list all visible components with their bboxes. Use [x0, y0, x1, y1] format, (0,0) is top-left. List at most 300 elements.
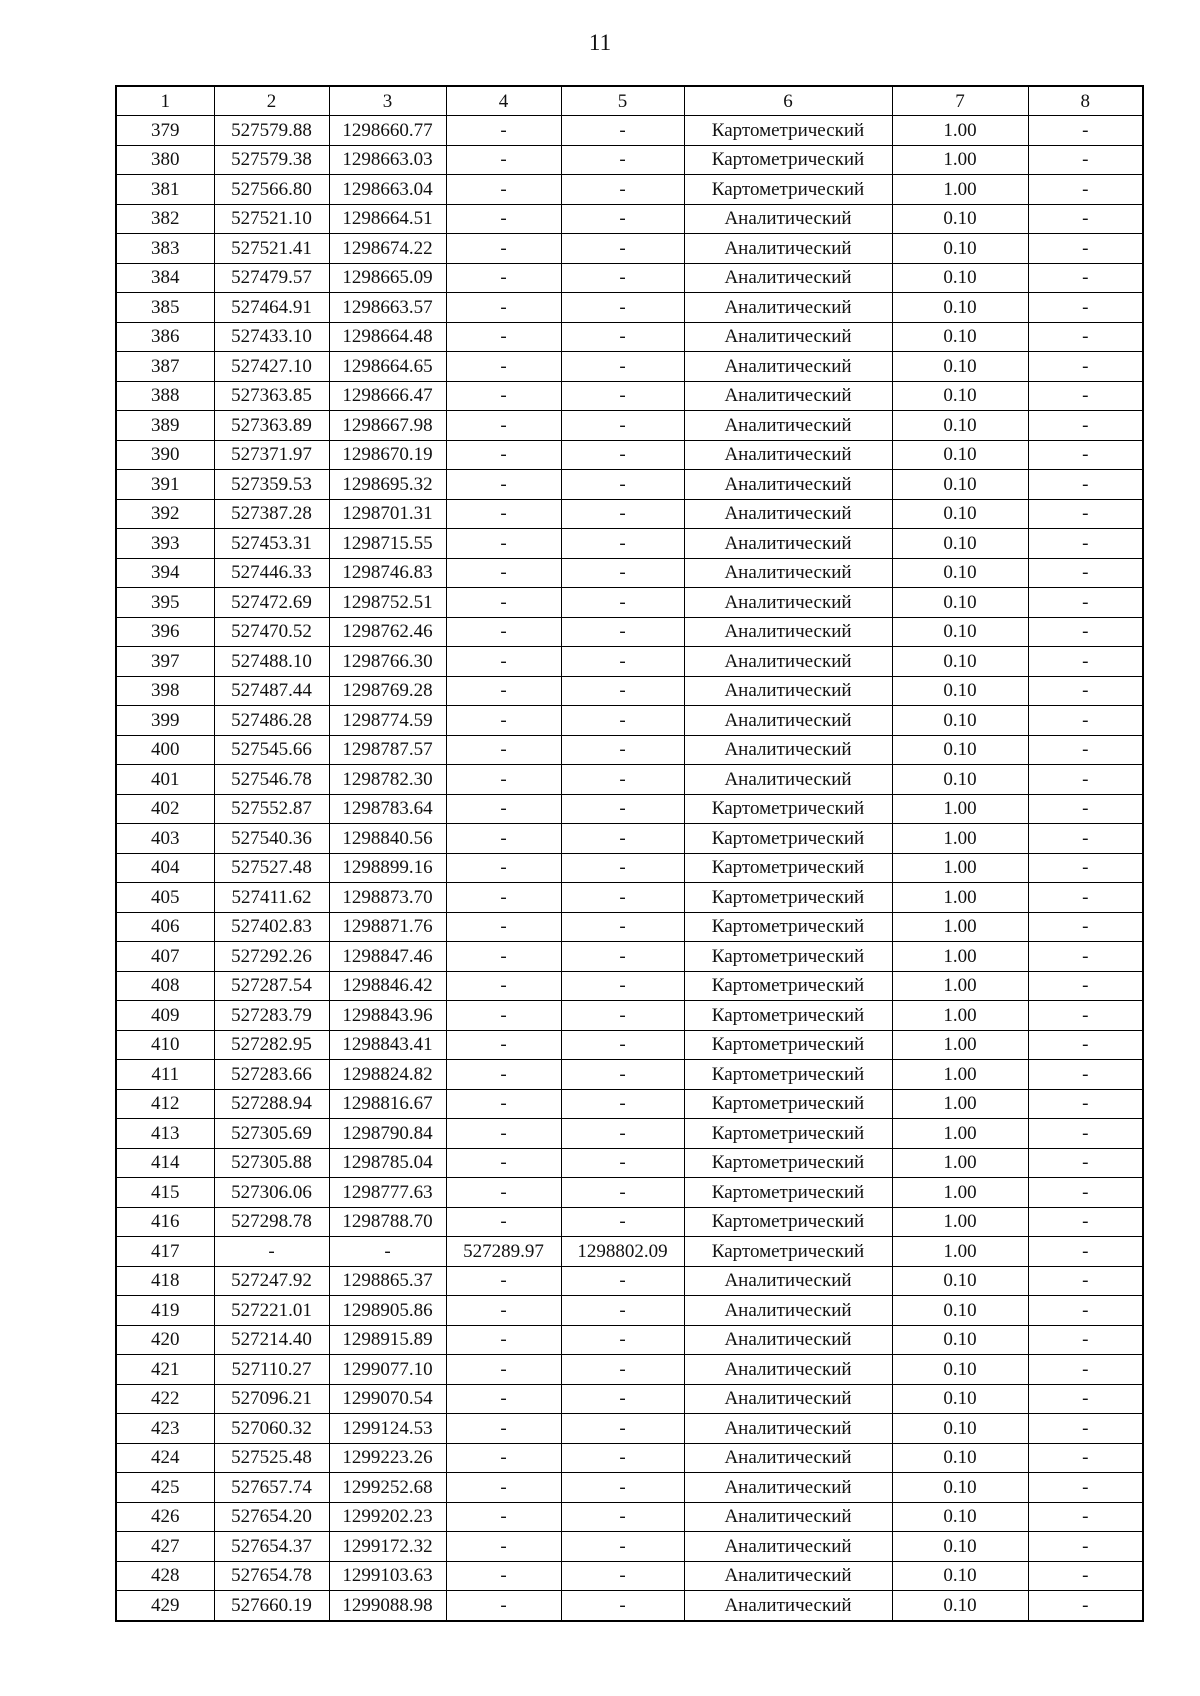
table-cell: - [1028, 1532, 1143, 1562]
table-cell: 1298665.09 [329, 263, 446, 293]
table-cell: - [1028, 529, 1143, 559]
table-cell: 415 [116, 1178, 214, 1208]
table-cell: - [561, 116, 684, 146]
coordinates-table [115, 85, 1144, 1622]
table-cell: - [446, 145, 561, 175]
table-cell: - [446, 381, 561, 411]
table-cell: - [561, 1148, 684, 1178]
table-row [116, 1296, 1143, 1326]
table-row [116, 1355, 1143, 1385]
table-row [116, 234, 1143, 264]
table-cell: 527540.36 [214, 824, 329, 854]
table-cell: - [561, 588, 684, 618]
table-cell: 429 [116, 1591, 214, 1621]
table-cell: 1298783.64 [329, 794, 446, 824]
table-cell: 418 [116, 1266, 214, 1296]
table-cell: 1.00 [892, 912, 1028, 942]
table-cell: 0.10 [892, 1296, 1028, 1326]
table-cell: - [446, 1030, 561, 1060]
table-cell: 1.00 [892, 1237, 1028, 1267]
table-cell: - [446, 1502, 561, 1532]
table-row [116, 765, 1143, 795]
table-cell: - [446, 1384, 561, 1414]
table-cell: - [561, 824, 684, 854]
table-cell: Аналитический [684, 617, 892, 647]
table-cell: - [1028, 1443, 1143, 1473]
table-cell: 0.10 [892, 204, 1028, 234]
table-cell: 527402.83 [214, 912, 329, 942]
column-header: 6 [684, 86, 892, 116]
table-cell: - [446, 1473, 561, 1503]
table-cell: - [561, 1296, 684, 1326]
table-row [116, 116, 1143, 146]
table-cell: 527282.95 [214, 1030, 329, 1060]
table-cell: 417 [116, 1237, 214, 1267]
table-cell: 410 [116, 1030, 214, 1060]
table-cell: 1298769.28 [329, 676, 446, 706]
table-cell: - [561, 145, 684, 175]
table-cell: 527453.31 [214, 529, 329, 559]
table-row [116, 853, 1143, 883]
table-cell: 1.00 [892, 883, 1028, 913]
table-row [116, 794, 1143, 824]
table-cell: - [561, 735, 684, 765]
table-cell: 388 [116, 381, 214, 411]
table-cell: - [561, 1266, 684, 1296]
table-row [116, 440, 1143, 470]
table-cell: - [561, 1473, 684, 1503]
table-cell: - [1028, 765, 1143, 795]
table-cell: 0.10 [892, 617, 1028, 647]
table-cell: - [1028, 1561, 1143, 1591]
table-cell: 424 [116, 1443, 214, 1473]
table-cell: - [446, 529, 561, 559]
table-cell: 0.10 [892, 352, 1028, 382]
table-cell: - [561, 558, 684, 588]
table-cell: - [1028, 617, 1143, 647]
table-cell: - [561, 1178, 684, 1208]
table-cell: 1299223.26 [329, 1443, 446, 1473]
table-row [116, 1414, 1143, 1444]
table-cell: 1298782.30 [329, 765, 446, 795]
table-cell: - [446, 499, 561, 529]
table-cell: - [1028, 1502, 1143, 1532]
table-row [116, 1591, 1143, 1621]
table-cell: 1298762.46 [329, 617, 446, 647]
table-row [116, 1148, 1143, 1178]
column-header: 3 [329, 86, 446, 116]
table-cell: - [561, 529, 684, 559]
table-cell: Картометрический [684, 145, 892, 175]
table-cell: - [1028, 1178, 1143, 1208]
table-cell: 0.10 [892, 676, 1028, 706]
table-cell: 380 [116, 145, 214, 175]
table-cell: 527545.66 [214, 735, 329, 765]
table-cell: Аналитический [684, 1443, 892, 1473]
table-cell: - [1028, 381, 1143, 411]
table-cell: - [561, 765, 684, 795]
table-row [116, 1443, 1143, 1473]
table-cell: - [561, 352, 684, 382]
table-cell: Картометрический [684, 1178, 892, 1208]
table-cell: 379 [116, 116, 214, 146]
table-cell: 403 [116, 824, 214, 854]
table-cell: Картометрический [684, 883, 892, 913]
table-cell: 405 [116, 883, 214, 913]
table-cell: - [446, 204, 561, 234]
table-cell: 404 [116, 853, 214, 883]
table-row [116, 1384, 1143, 1414]
table-cell: Аналитический [684, 1473, 892, 1503]
table-cell: 1299252.68 [329, 1473, 446, 1503]
table-cell: - [1028, 352, 1143, 382]
table-cell: Аналитический [684, 765, 892, 795]
table-cell: 1298843.96 [329, 1001, 446, 1031]
table-cell: 427 [116, 1532, 214, 1562]
table-cell: - [561, 470, 684, 500]
table-cell: - [446, 1414, 561, 1444]
table-cell: - [1028, 853, 1143, 883]
table-cell: 527283.79 [214, 1001, 329, 1031]
table-cell: - [561, 1532, 684, 1562]
table-cell: - [1028, 1237, 1143, 1267]
table-cell: Картометрический [684, 853, 892, 883]
table-cell: 402 [116, 794, 214, 824]
table-row [116, 1001, 1143, 1031]
table-cell: 527096.21 [214, 1384, 329, 1414]
table-cell: 1298790.84 [329, 1119, 446, 1149]
table-cell: 390 [116, 440, 214, 470]
table-cell: 0.10 [892, 381, 1028, 411]
table-row [116, 1532, 1143, 1562]
table-cell: - [561, 293, 684, 323]
table-cell: 527579.38 [214, 145, 329, 175]
table-cell: - [1028, 706, 1143, 736]
table-cell: 527060.32 [214, 1414, 329, 1444]
table-row [116, 1178, 1143, 1208]
table-cell: 391 [116, 470, 214, 500]
table-cell: 1298840.56 [329, 824, 446, 854]
table-cell: - [446, 824, 561, 854]
table-cell: 1298816.67 [329, 1089, 446, 1119]
table-cell: 1.00 [892, 1148, 1028, 1178]
table-cell: - [446, 322, 561, 352]
table-row [116, 145, 1143, 175]
table-cell: 1299088.98 [329, 1591, 446, 1621]
table-cell: - [561, 1414, 684, 1444]
table-cell: 421 [116, 1355, 214, 1385]
table-row [116, 1119, 1143, 1149]
table-cell: 527288.94 [214, 1089, 329, 1119]
table-cell: - [1028, 234, 1143, 264]
table-cell: - [1028, 1591, 1143, 1621]
table-cell: 0.10 [892, 470, 1028, 500]
table-cell: Картометрический [684, 1237, 892, 1267]
table-row [116, 352, 1143, 382]
table-cell: 385 [116, 293, 214, 323]
table-cell: - [1028, 1266, 1143, 1296]
table-cell: - [1028, 1060, 1143, 1090]
table-cell: 1298802.09 [561, 1237, 684, 1267]
table-cell: Картометрический [684, 794, 892, 824]
table-cell: - [1028, 1296, 1143, 1326]
table-cell: 527654.20 [214, 1502, 329, 1532]
table-row [116, 322, 1143, 352]
table-cell: 527552.87 [214, 794, 329, 824]
table-cell: Картометрический [684, 1148, 892, 1178]
table-cell: 0.10 [892, 1355, 1028, 1385]
table-cell: 1.00 [892, 175, 1028, 205]
table-cell: 396 [116, 617, 214, 647]
page-number: 11 [588, 30, 612, 55]
table-cell: Картометрический [684, 912, 892, 942]
table-cell: 0.10 [892, 558, 1028, 588]
table-cell: 0.10 [892, 765, 1028, 795]
table-cell: - [561, 883, 684, 913]
table-row [116, 912, 1143, 942]
table-cell: 527521.10 [214, 204, 329, 234]
table-row [116, 1561, 1143, 1591]
table-row [116, 499, 1143, 529]
table-cell: Картометрический [684, 1060, 892, 1090]
table-cell: 527359.53 [214, 470, 329, 500]
table-cell: Аналитический [684, 647, 892, 677]
table-cell: - [1028, 440, 1143, 470]
table-cell: 1298777.63 [329, 1178, 446, 1208]
table-cell: - [1028, 883, 1143, 913]
table-cell: 384 [116, 263, 214, 293]
table-cell: 527479.57 [214, 263, 329, 293]
table-cell: 1298905.86 [329, 1296, 446, 1326]
table-cell: 527298.78 [214, 1207, 329, 1237]
table-cell: Картометрический [684, 824, 892, 854]
table-cell: Аналитический [684, 234, 892, 264]
table-cell: 0.10 [892, 529, 1028, 559]
table-cell: - [561, 1591, 684, 1621]
table-cell: 0.10 [892, 735, 1028, 765]
table-row [116, 942, 1143, 972]
table-cell: - [446, 1119, 561, 1149]
table-cell: Картометрический [684, 942, 892, 972]
table-cell: 527363.85 [214, 381, 329, 411]
table-cell: - [446, 293, 561, 323]
table-cell: Аналитический [684, 1266, 892, 1296]
table-cell: 527527.48 [214, 853, 329, 883]
table-cell: 1.00 [892, 794, 1028, 824]
table-cell: 0.10 [892, 293, 1028, 323]
table-row [116, 263, 1143, 293]
table-cell: Аналитический [684, 1296, 892, 1326]
table-cell: 527488.10 [214, 647, 329, 677]
table-cell: 1.00 [892, 1178, 1028, 1208]
table-cell: - [1028, 824, 1143, 854]
table-cell: 0.10 [892, 1266, 1028, 1296]
table-row [116, 1060, 1143, 1090]
table-cell: 1299077.10 [329, 1355, 446, 1385]
table-cell: 527427.10 [214, 352, 329, 382]
table-cell: - [1028, 499, 1143, 529]
table-cell: - [1028, 794, 1143, 824]
table-cell: 0.10 [892, 1414, 1028, 1444]
table-cell: 1.00 [892, 824, 1028, 854]
table-cell: - [1028, 735, 1143, 765]
table-cell: 1298873.70 [329, 883, 446, 913]
table-cell: 1298752.51 [329, 588, 446, 618]
table-cell: 527287.54 [214, 971, 329, 1001]
table-row [116, 706, 1143, 736]
table-cell: 0.10 [892, 440, 1028, 470]
table-cell: - [1028, 116, 1143, 146]
table-cell: 527654.78 [214, 1561, 329, 1591]
table-cell: Картометрический [684, 971, 892, 1001]
table-cell: 389 [116, 411, 214, 441]
table-cell: 1298666.47 [329, 381, 446, 411]
table-cell: - [1028, 175, 1143, 205]
table-cell: - [561, 322, 684, 352]
table-cell: Аналитический [684, 322, 892, 352]
table-cell: Аналитический [684, 440, 892, 470]
header-row [116, 86, 1143, 116]
table-cell: Картометрический [684, 116, 892, 146]
table-cell: 0.10 [892, 588, 1028, 618]
table-cell: - [1028, 1089, 1143, 1119]
table-cell: - [446, 440, 561, 470]
table-cell: - [561, 1561, 684, 1591]
table-cell: - [561, 263, 684, 293]
table-cell: 412 [116, 1089, 214, 1119]
table-row [116, 293, 1143, 323]
table-cell: 527654.37 [214, 1532, 329, 1562]
table-cell: - [1028, 942, 1143, 972]
table-cell: 420 [116, 1325, 214, 1355]
table-cell: 0.10 [892, 1473, 1028, 1503]
table-row [116, 381, 1143, 411]
table-cell: 1298664.65 [329, 352, 446, 382]
table-cell: 0.10 [892, 234, 1028, 264]
table-cell: - [561, 1089, 684, 1119]
table-cell: Картометрический [684, 1030, 892, 1060]
table-cell: - [1028, 145, 1143, 175]
table-cell: - [561, 1325, 684, 1355]
table-cell: 1299103.63 [329, 1561, 446, 1591]
table-cell: 1298664.51 [329, 204, 446, 234]
table-cell: - [446, 1443, 561, 1473]
table-cell: 387 [116, 352, 214, 382]
table-cell: - [446, 1561, 561, 1591]
table-cell: 1298787.57 [329, 735, 446, 765]
table-cell: 527657.74 [214, 1473, 329, 1503]
table-cell: 1.00 [892, 1060, 1028, 1090]
table-cell: - [446, 647, 561, 677]
table-cell: 1299070.54 [329, 1384, 446, 1414]
table-cell: 1298846.42 [329, 971, 446, 1001]
table-cell: - [1028, 1119, 1143, 1149]
table-cell: - [1028, 676, 1143, 706]
table-cell: 406 [116, 912, 214, 942]
table-cell: 1.00 [892, 1207, 1028, 1237]
table-cell: 425 [116, 1473, 214, 1503]
table-row [116, 411, 1143, 441]
table-cell: - [561, 942, 684, 972]
column-header: 7 [892, 86, 1028, 116]
table-cell: - [446, 263, 561, 293]
table-row [116, 617, 1143, 647]
table-cell: - [446, 942, 561, 972]
table-cell: 0.10 [892, 1384, 1028, 1414]
table-cell: 527283.66 [214, 1060, 329, 1090]
table-cell: - [446, 1089, 561, 1119]
table-cell: - [446, 558, 561, 588]
table-cell: 1298663.57 [329, 293, 446, 323]
table-cell: 1.00 [892, 1030, 1028, 1060]
table-cell: Картометрический [684, 1089, 892, 1119]
column-header: 8 [1028, 86, 1143, 116]
table-cell: - [446, 706, 561, 736]
table-cell: - [561, 1384, 684, 1414]
column-header: 2 [214, 86, 329, 116]
table-cell: - [561, 1502, 684, 1532]
table-cell: - [1028, 971, 1143, 1001]
table-cell: 381 [116, 175, 214, 205]
table-cell: - [446, 116, 561, 146]
table-row [116, 529, 1143, 559]
table-cell: 1298785.04 [329, 1148, 446, 1178]
column-header: 5 [561, 86, 684, 116]
table-cell: 414 [116, 1148, 214, 1178]
table-cell: 527464.91 [214, 293, 329, 323]
table-row [116, 1325, 1143, 1355]
table-cell: - [561, 1443, 684, 1473]
table-cell: - [446, 912, 561, 942]
table-row [116, 1473, 1143, 1503]
table-cell: - [1028, 1473, 1143, 1503]
table-cell: Аналитический [684, 499, 892, 529]
table-cell: - [329, 1237, 446, 1267]
table-cell: 399 [116, 706, 214, 736]
table-cell: Картометрический [684, 1207, 892, 1237]
table-cell: 1298824.82 [329, 1060, 446, 1090]
table-cell: 0.10 [892, 1325, 1028, 1355]
table-cell: 527566.80 [214, 175, 329, 205]
table-cell: - [561, 1030, 684, 1060]
table-cell: 382 [116, 204, 214, 234]
table-cell: - [446, 234, 561, 264]
table-cell: - [446, 352, 561, 382]
table-cell: 527289.97 [446, 1237, 561, 1267]
table-cell: 1298660.77 [329, 116, 446, 146]
table-cell: - [446, 1325, 561, 1355]
table-cell: - [561, 411, 684, 441]
table-cell: 0.10 [892, 322, 1028, 352]
table-cell: 416 [116, 1207, 214, 1237]
table-cell: 527305.88 [214, 1148, 329, 1178]
table-cell: 407 [116, 942, 214, 972]
table-cell: 1298701.31 [329, 499, 446, 529]
table-row [116, 204, 1143, 234]
table-cell: - [446, 1178, 561, 1208]
table-row [116, 1207, 1143, 1237]
table-cell: - [561, 706, 684, 736]
table-cell: 0.10 [892, 706, 1028, 736]
table-cell: - [561, 1119, 684, 1149]
table-cell: - [561, 234, 684, 264]
table-cell: 527221.01 [214, 1296, 329, 1326]
table-cell: - [1028, 1207, 1143, 1237]
table-row [116, 1502, 1143, 1532]
table-cell: Аналитический [684, 1355, 892, 1385]
table-cell: 1298788.70 [329, 1207, 446, 1237]
table-cell: 0.10 [892, 1502, 1028, 1532]
